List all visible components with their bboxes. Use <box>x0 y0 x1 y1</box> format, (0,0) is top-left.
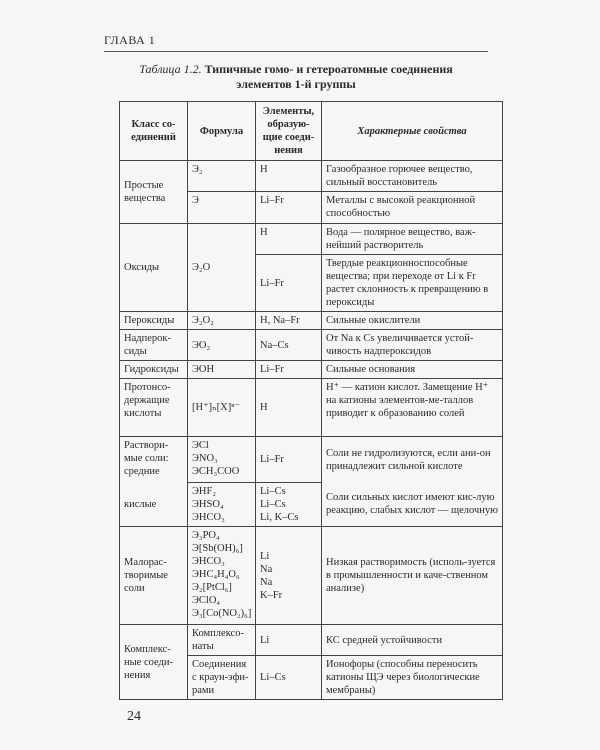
elements-cell: H, Na–Fr <box>256 312 322 330</box>
compounds-table <box>119 101 503 700</box>
properties-cell: Газообразное горючее вещество, сильный восстановитель <box>322 161 503 192</box>
elements-cell: Li–Fr <box>256 192 322 224</box>
table-row <box>120 527 503 625</box>
elements-cell: Li–Fr <box>256 361 322 379</box>
properties-cell: Ионофоры (способны переносить катионы ЩЭ через биологические мембраны) <box>322 656 503 700</box>
elements-cell: H <box>256 161 322 192</box>
class-cell: Оксиды <box>120 224 188 312</box>
class-line: Раствори-мые соли: <box>124 440 169 464</box>
formula-line: ЭHC₄H₄O₆ <box>192 569 240 580</box>
formula-cell: ЭOH <box>188 361 256 379</box>
formula-line: ЭNO₃ <box>192 453 218 464</box>
formula-cell <box>188 527 256 625</box>
class-cell: Простые вещества <box>120 161 188 224</box>
table-header-row <box>120 102 503 161</box>
formula-line: ЭClO₄ <box>192 595 221 606</box>
formula-cell: Э <box>188 192 256 224</box>
caption-title-line2: элементов 1-й группы <box>236 77 356 91</box>
class-cell: Надперок-сиды <box>120 330 188 361</box>
header-class: Класс со-единений <box>120 102 188 161</box>
properties-cell: Низкая растворимость (исполь-зуется в промышленности и каче-ственном анализе) <box>322 527 503 625</box>
properties-cell: Твердые реакционноспособные вещества; при переходе от Li к Fr растет склонность к превращению в пероксиды <box>322 255 503 312</box>
formula-cell: ЭO₂ <box>188 330 256 361</box>
table-row <box>120 224 503 255</box>
formula-cell: Комплексо-наты <box>188 625 256 656</box>
elements-cell: Li <box>256 625 322 656</box>
page-number: 24 <box>127 709 141 724</box>
formula-line: ЭHF₂ <box>192 486 217 497</box>
caption-title-line1: Типичные гомо- и гетероатомные соединения <box>204 62 453 76</box>
class-label-soluble <box>124 439 183 478</box>
elements-line: K–Fr <box>260 589 283 601</box>
formula-cell <box>188 437 256 483</box>
class-cell: кислые <box>120 483 188 527</box>
formula-line: ЭHCO₃ <box>192 556 225 567</box>
elements-line: Li–Cs <box>260 499 286 510</box>
elements-line: Li, K–Cs <box>260 512 299 523</box>
elements-line: Li–Cs <box>260 486 286 497</box>
formula-cell: Э₂ <box>188 161 256 192</box>
header-formula: Формула <box>188 102 256 161</box>
elements-line: Na <box>260 576 273 588</box>
properties-cell: КС средней устойчивости <box>322 625 503 656</box>
formula-cell <box>188 483 256 527</box>
formula-line: Э₂[PtCl₆] <box>192 582 232 593</box>
formula-cell: Э₂O <box>188 224 256 312</box>
class-cell: Малорас-творимые соли <box>120 527 188 625</box>
formula-line: Э₃PO₄ <box>192 530 220 541</box>
running-head: ГЛАВА 1 <box>104 33 156 47</box>
table-row <box>120 437 503 483</box>
table-row <box>120 312 503 330</box>
elements-cell: Li–Fr <box>256 437 322 483</box>
class-cell: Пероксиды <box>120 312 188 330</box>
table-caption <box>104 62 488 92</box>
formula-line: ЭHCO₃ <box>192 512 225 523</box>
table-row <box>120 379 503 437</box>
formula-line: Э₃[Co(NO₂)₆] <box>192 608 252 619</box>
table-row <box>120 625 503 656</box>
header-rule <box>104 51 488 52</box>
class-line: средние <box>124 466 160 477</box>
properties-cell: Соли не гидролизуются, если ани-он принадлежит сильной кислоте <box>322 437 503 483</box>
elements-cell: H <box>256 379 322 437</box>
class-cell: Гидроксиды <box>120 361 188 379</box>
formula-line: Э[Sb(OH)₆] <box>192 543 243 554</box>
formula-cell: Э₂O₂ <box>188 312 256 330</box>
properties-cell: Сильные основания <box>322 361 503 379</box>
header-elements: Элементы, образую-щие соеди-нения <box>256 102 322 161</box>
table-row <box>120 483 503 527</box>
elements-cell: H <box>256 224 322 255</box>
formula-line: ЭCl <box>192 440 209 451</box>
properties-cell: Металлы с высокой реакционной способностью <box>322 192 503 224</box>
properties-cell: Соли сильных кислот имеют кис-лую реакцию, слабых кислот — щелочную <box>322 483 503 527</box>
properties-cell: От Na к Cs увеличивается устой-чивость надпероксидов <box>322 330 503 361</box>
formula-line: ЭHSO₄ <box>192 499 224 510</box>
class-cell: Комплекс-ные соеди-нения <box>120 625 188 700</box>
class-cell <box>120 437 188 483</box>
properties-cell: H⁺ — катион кислот. Замещение H⁺ на катионы элементов-ме-таллов приводит к образованию солей <box>322 379 503 437</box>
elements-line: Li <box>260 550 270 562</box>
table-row <box>120 161 503 192</box>
table-row <box>120 330 503 361</box>
elements-cell <box>256 483 322 527</box>
properties-cell: Вода — полярное вещество, важ-нейший растворитель <box>322 224 503 255</box>
formula-line: ЭCH₃COO <box>192 466 240 477</box>
table-row <box>120 361 503 379</box>
caption-label: Таблица 1.2. <box>139 62 202 76</box>
formula-cell: [H⁺]ₙ[X]ⁿ⁻ <box>188 379 256 437</box>
formula-cell: Соединения с краун-эфи-рами <box>188 656 256 700</box>
elements-line: Na <box>260 563 273 575</box>
properties-cell: Сильные окислители <box>322 312 503 330</box>
elements-cell: Li–Cs <box>256 656 322 700</box>
class-cell: Протонсо-держащие кислоты <box>120 379 188 437</box>
header-properties: Характерные свойства <box>322 102 503 161</box>
elements-cell <box>256 527 322 625</box>
elements-cell: Na–Cs <box>256 330 322 361</box>
elements-cell: Li–Fr <box>256 255 322 312</box>
